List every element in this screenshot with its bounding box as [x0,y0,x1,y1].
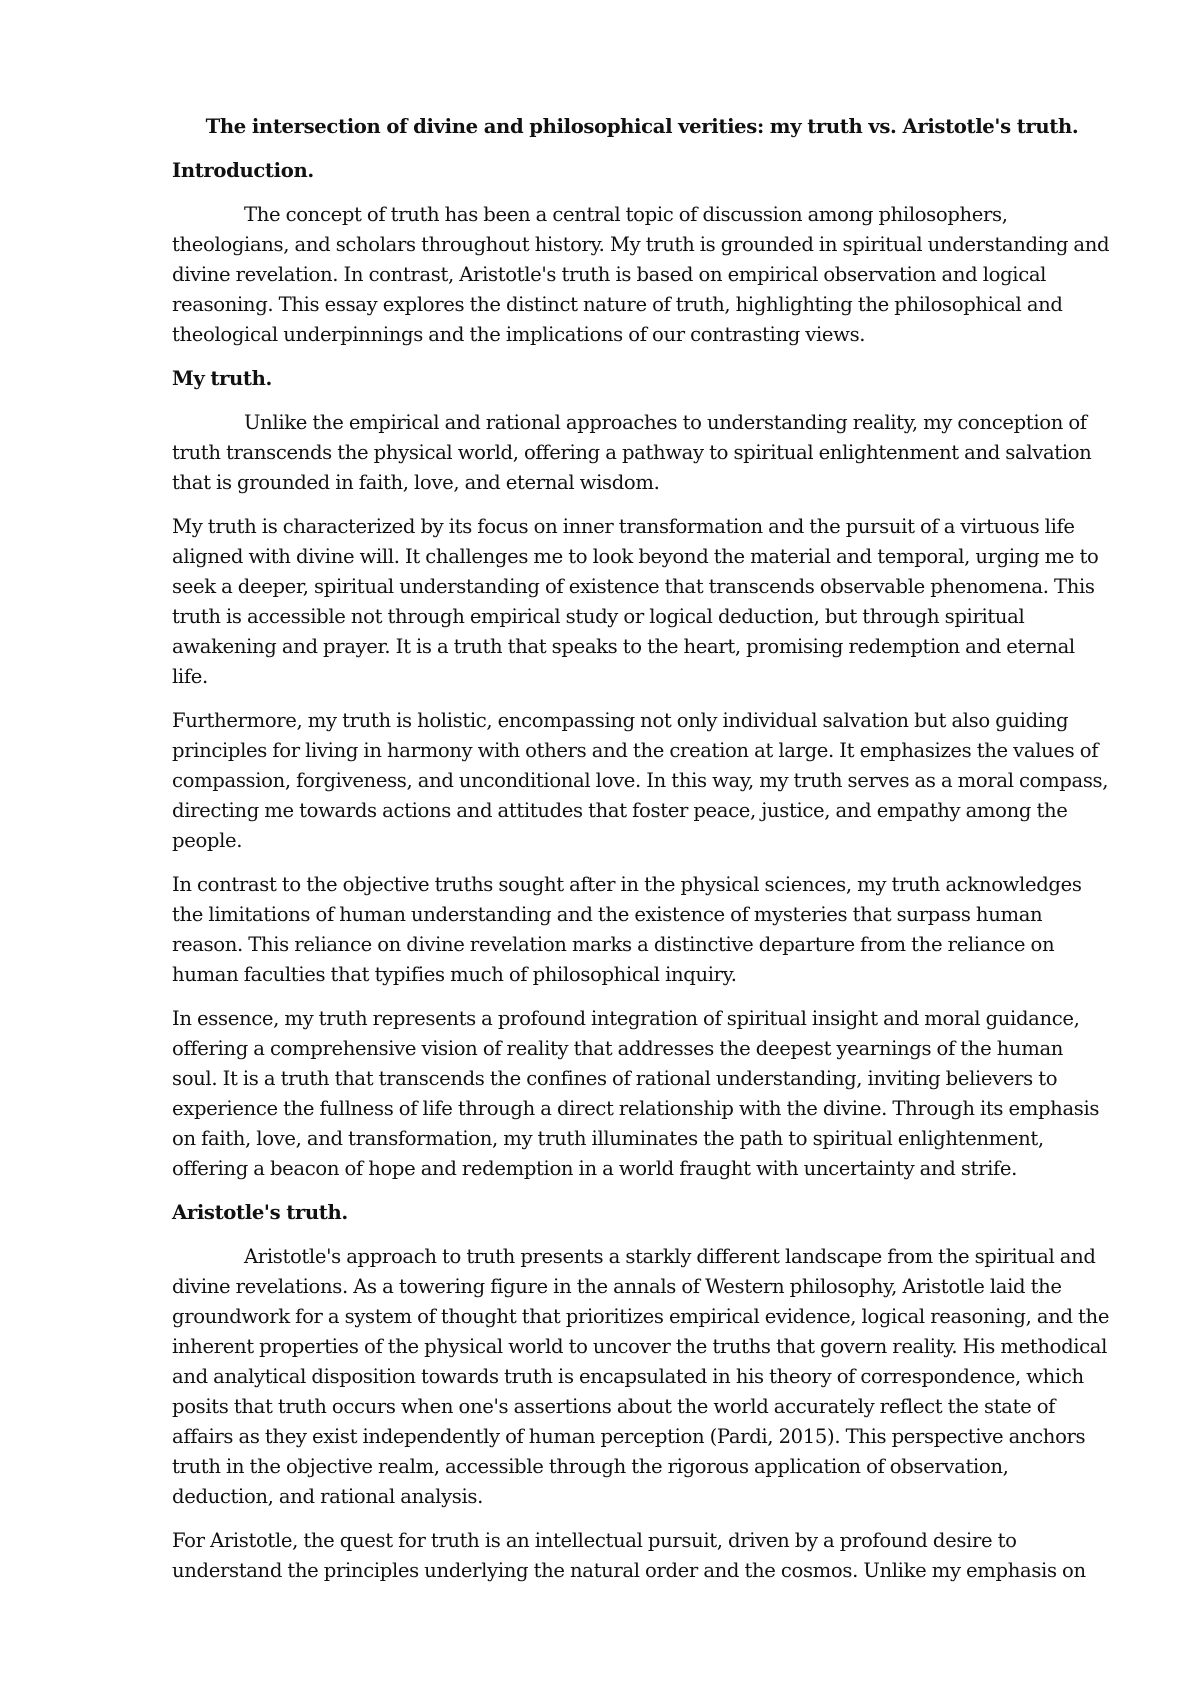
paragraph: In essence, my truth represents a profound integration of spiritual insight and moral guidance, offering a comprehensive vision of reality that addresses the deepest yearnings of the human soul. It is a truth that transcends the confines of rational understanding, inviting believers to experience the fullness of life through a direct relationship with the divine. Through its emphasis on faith, love, and transformation, my truth illuminates the path to spiritual enlightenment, offering a beacon of hope and redemption in a world fraught with uncertainty and strife. [172,1007,1100,1180]
paragraph: In contrast to the objective truths sought after in the physical sciences, my truth acknowledges the limitations of human understanding and the existence of mysteries that surpass human reason. This reliance on divine revelation marks a distinctive departure from the reliance on human faculties that typifies much of philosophical inquiry. [172,873,1082,986]
document-title: The intersection of divine and philosophical verities: my truth vs. Aristotle's truth. [205,115,1079,138]
paragraph: Furthermore, my truth is holistic, encompassing not only individual salvation but also guiding principles for living in harmony with others and the creation at large. It emphasizes the values of compassion, forgiveness, and unconditional love. In this way, my truth serves as a moral compass, directing me towards actions and attitudes that foster peace, justice, and empathy among the people. [172,709,1109,852]
paragraph: Unlike the empirical and rational approaches to understanding reality, my conception of truth transcends the physical world, offering a pathway to spiritual enlightenment and salvation that is grounded in faith, love, and eternal wisdom. [172,411,1092,494]
paragraph: My truth is characterized by its focus on inner transformation and the pursuit of a virtuous life aligned with divine will. It challenges me to look beyond the material and temporal, urging me to seek a deeper, spiritual understanding of existence that transcends observable phenomena. This truth is accessible not through empirical study or logical deduction, but through spiritual awakening and prayer. It is a truth that speaks to the heart, promising redemption and eternal life. [172,515,1099,688]
paragraph: The concept of truth has been a central topic of discussion among philosophers, theologians, and scholars throughout history. My truth is grounded in spiritual understanding and divine revelation. In contrast, Aristotle's truth is based on empirical observation and logical reasoning. This essay explores the distinct nature of truth, highlighting the philosophical and theological underpinnings and the implications of our contrasting views. [172,203,1110,346]
section-heading-introduction: Introduction. [172,159,314,182]
document-body [172,112,1112,1600]
paragraph: Aristotle's approach to truth presents a starkly different landscape from the spiritual and divine revelations. As a towering figure in the annals of Western philosophy, Aristotle laid the groundwork for a system of thought that prioritizes empirical evidence, logical reasoning, and the inherent properties of the physical world to uncover the truths that govern reality. His methodical and analytical disposition towards truth is encapsulated in his theory of correspondence, which posits that truth occurs when one's assertions about the world accurately reflect the state of affairs as they exist independently of human perception (Pardi, 2015). This perspective anchors truth in the objective realm, accessible through the rigorous application of observation, deduction, and rational analysis. [172,1245,1110,1508]
paragraph: For Aristotle, the quest for truth is an intellectual pursuit, driven by a profound desire to understand the principles underlying the natural order and the cosmos. Unlike my emphasis on [172,1529,1086,1582]
section-heading-aristotles-truth: Aristotle's truth. [172,1201,348,1224]
section-heading-my-truth: My truth. [172,367,272,390]
